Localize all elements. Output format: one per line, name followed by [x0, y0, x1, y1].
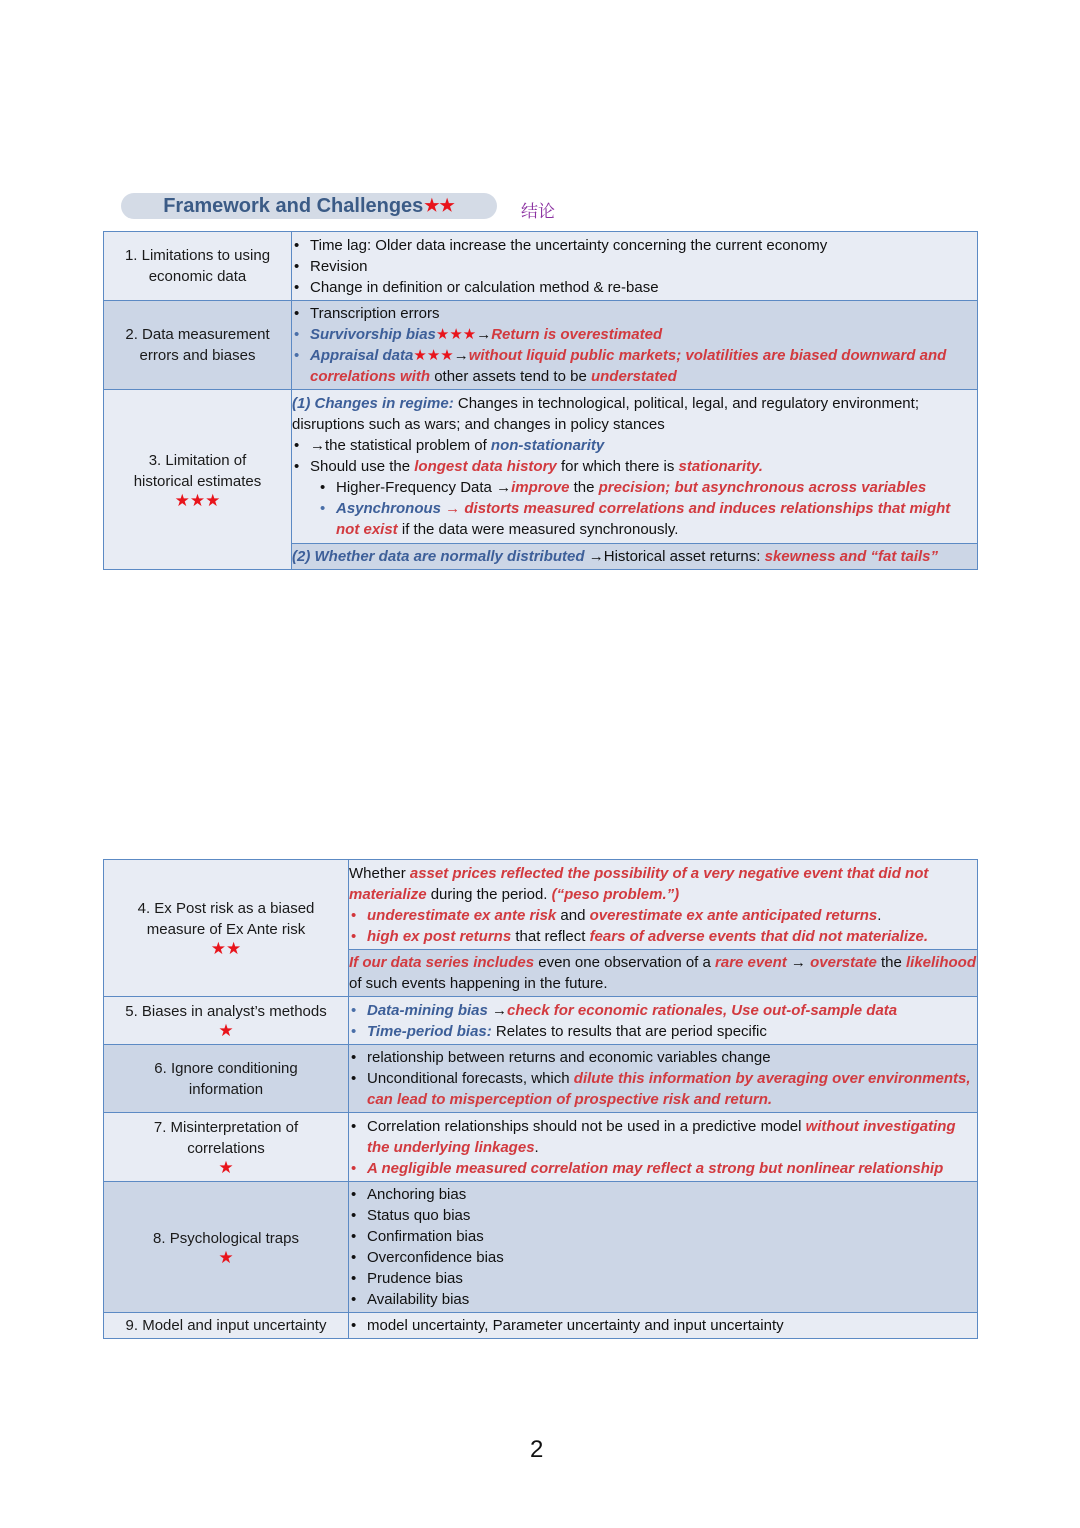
importance-stars-icon: ★	[218, 1021, 234, 1040]
list-item	[292, 435, 977, 456]
row-label-text: 5. Biases in analyst’s methods	[125, 1003, 327, 1020]
emphasis-text: A negligible measured correlation may reflect a strong but nonlinear relationship	[367, 1159, 944, 1177]
row-label-text: 8. Psychological traps	[153, 1229, 299, 1247]
list-item	[349, 926, 977, 947]
importance-stars-icon: ★★★	[413, 347, 454, 364]
row-content	[292, 390, 978, 544]
list-item: • Transcription errors	[292, 303, 977, 324]
row-content	[349, 1113, 978, 1182]
section-title	[121, 193, 497, 219]
subheading: (1) Changes in regime:	[292, 395, 454, 412]
row-content	[349, 1313, 978, 1339]
emphasis-text: likelihood	[905, 954, 976, 971]
list-item	[292, 456, 977, 477]
emphasis-text: dilute this information by averaging over environments, can lead to misperception of prospective risk and return.	[367, 1070, 971, 1108]
importance-stars-icon: ★	[218, 1158, 234, 1177]
table-row	[104, 301, 978, 390]
plain-text: →Historical asset returns:	[584, 548, 765, 565]
row-label-text: 2. Data measurement errors and biases	[125, 326, 270, 364]
list-item	[349, 1000, 977, 1021]
emphasis-text: understated	[590, 368, 677, 385]
list-item	[318, 477, 977, 498]
subheading: (2) Whether data are normally distributed	[292, 548, 585, 565]
list-item	[292, 324, 977, 345]
emphasis-text: without investigating the underlying linkages	[367, 1117, 956, 1156]
term: Data-mining bias	[367, 1001, 488, 1019]
arrow-icon: →	[441, 500, 465, 517]
term: non-stationarity	[490, 437, 605, 454]
emphasis-text: without liquid public markets; volatilities are biased downward and correlations with	[310, 347, 947, 385]
page-number: 2	[530, 1436, 544, 1463]
importance-stars-icon: ★	[218, 1247, 234, 1267]
table-row	[104, 1313, 978, 1339]
emphasis-text: stationarity.	[678, 458, 763, 475]
paragraph	[292, 393, 977, 435]
appraisal-data-term: Appraisal data	[310, 347, 414, 364]
list-item	[318, 498, 977, 540]
plain-text: Should use the	[310, 458, 415, 475]
list-item	[349, 1158, 977, 1179]
list-item: • Availability bias	[349, 1289, 977, 1310]
plain-text: during the period.	[426, 885, 552, 903]
survivorship-bias-term: Survivorship bias	[310, 326, 436, 343]
row-label	[104, 1182, 349, 1313]
row-label	[104, 390, 292, 570]
arrow-icon: →	[476, 326, 492, 343]
table-row	[104, 1113, 978, 1182]
emphasis-text: overestimate ex ante anticipated returns	[589, 906, 878, 924]
importance-stars-icon: ★★★	[174, 490, 221, 510]
emphasis-text: Return is overestimated	[491, 326, 663, 343]
plain-text: the	[569, 479, 599, 496]
importance-stars-icon: ★★★	[435, 326, 477, 343]
arrow-icon: →	[786, 954, 811, 971]
row-label	[104, 1313, 349, 1339]
paragraph	[349, 863, 977, 905]
table-row	[104, 997, 978, 1045]
emphasis-text: longest data history	[414, 458, 557, 475]
plain-text: Relates to results that are period specific	[491, 1022, 767, 1040]
table-row	[104, 1182, 978, 1313]
list-item: • Change in definition or calculation method & re-base	[292, 277, 977, 298]
list-item	[292, 345, 977, 387]
row-label	[104, 997, 349, 1045]
list-item: • Revision	[292, 256, 977, 277]
row-content	[349, 1182, 978, 1313]
list-item: • relationship between returns and economic variables change	[349, 1047, 977, 1068]
row-label-text: 1. Limitations to using economic data	[124, 247, 271, 285]
list-item	[349, 1021, 977, 1042]
list-item	[349, 1068, 977, 1110]
importance-stars-icon: ★★	[210, 939, 242, 958]
plain-text: if the data were measured synchronously.	[397, 521, 679, 538]
table-row	[104, 1045, 978, 1113]
row-label	[104, 301, 292, 390]
plain-text: →the statistical problem of	[310, 437, 491, 454]
row-content	[292, 232, 978, 301]
table-row	[104, 232, 978, 301]
plain-text: and	[556, 906, 590, 924]
emphasis-text: overstate	[810, 954, 877, 971]
plain-text: for which there is	[556, 458, 679, 475]
plain-text: other assets tend to be	[430, 368, 591, 385]
row-content	[349, 950, 978, 997]
list-item: • Confirmation bias	[349, 1226, 977, 1247]
emphasis-text: fears of adverse events that did not materialize.	[589, 927, 929, 945]
table-row	[104, 860, 978, 950]
row-label	[104, 232, 292, 301]
plain-text: Changes in technological, political, legal, and regulatory environment; disruptions such as wars; and changes in policy stances	[292, 395, 919, 433]
emphasis-text: check for economic rationales, Use out-of-sample data	[507, 1001, 898, 1019]
plain-text: the	[876, 954, 906, 971]
plain-text: of such events happening in the future.	[349, 975, 608, 992]
emphasis-text: If our data series includes	[349, 954, 535, 971]
emphasis-text: underestimate ex ante risk	[367, 906, 557, 924]
row-label	[104, 1113, 349, 1182]
plain-text: Correlation relationships should not be used in a predictive model	[367, 1117, 806, 1135]
row-content	[292, 301, 978, 390]
row-label-text: 4. Ex Post risk as a biased measure of Ex Ante risk	[137, 900, 315, 938]
emphasis-text: improve	[511, 479, 570, 496]
row-label	[104, 1045, 349, 1113]
row-content	[292, 544, 978, 570]
plain-text: .	[877, 906, 882, 924]
emphasis-text: high ex post returns	[367, 927, 512, 945]
row-content	[349, 997, 978, 1045]
row-content	[349, 1045, 978, 1113]
row-label-text: 7. Misinterpretation of correlations	[153, 1119, 299, 1157]
framework-table-2	[103, 859, 978, 1339]
emphasis-text: asset prices reflected the possibility of a very negative event that did not materialize	[349, 864, 929, 903]
list-item	[349, 1116, 977, 1158]
section-title-text: Framework and Challenges	[163, 194, 424, 217]
row-label-text: 9. Model and input uncertainty	[125, 1317, 327, 1334]
importance-stars-icon: ★★	[424, 196, 455, 215]
plain-text: that reflect	[511, 927, 590, 945]
conclusion-label: 结论	[521, 202, 555, 222]
framework-table-1	[103, 231, 978, 570]
plain-text: Higher-Frequency Data →	[336, 479, 512, 496]
emphasis-text: skewness and “fat tails”	[764, 548, 939, 565]
term: Time-period bias:	[367, 1022, 492, 1040]
emphasis-text: distorts measured correlations and induces relationships that might not exist	[336, 500, 951, 538]
arrow-icon: →	[453, 347, 469, 364]
list-item: • Status quo bias	[349, 1205, 977, 1226]
plain-text: .	[534, 1138, 539, 1156]
emphasis-text: (“peso problem.”)	[551, 885, 680, 903]
list-item: • Overconfidence bias	[349, 1247, 977, 1268]
row-label-text: 3. Limitation of historical estimates	[133, 451, 262, 490]
emphasis-text: rare event	[715, 954, 787, 971]
term: Asynchronous	[336, 500, 442, 517]
plain-text: even one observation of a	[534, 954, 716, 971]
table-row	[104, 390, 978, 544]
plain-text: Unconditional forecasts, which	[367, 1070, 574, 1087]
arrow-icon: →	[487, 1001, 508, 1019]
list-item: • model uncertainty, Parameter uncertainty and input uncertainty	[349, 1315, 977, 1336]
list-item	[349, 905, 977, 926]
list-item: • Anchoring bias	[349, 1184, 977, 1205]
list-item: • Prudence bias	[349, 1268, 977, 1289]
list-item: • Time lag: Older data increase the uncertainty concerning the current economy	[292, 235, 977, 256]
plain-text: Whether	[349, 864, 410, 882]
row-content	[349, 860, 978, 950]
row-label	[104, 860, 349, 997]
row-label-text: 6. Ignore conditioning information	[154, 1059, 298, 1098]
emphasis-text: precision; but asynchronous across variables	[598, 479, 927, 496]
